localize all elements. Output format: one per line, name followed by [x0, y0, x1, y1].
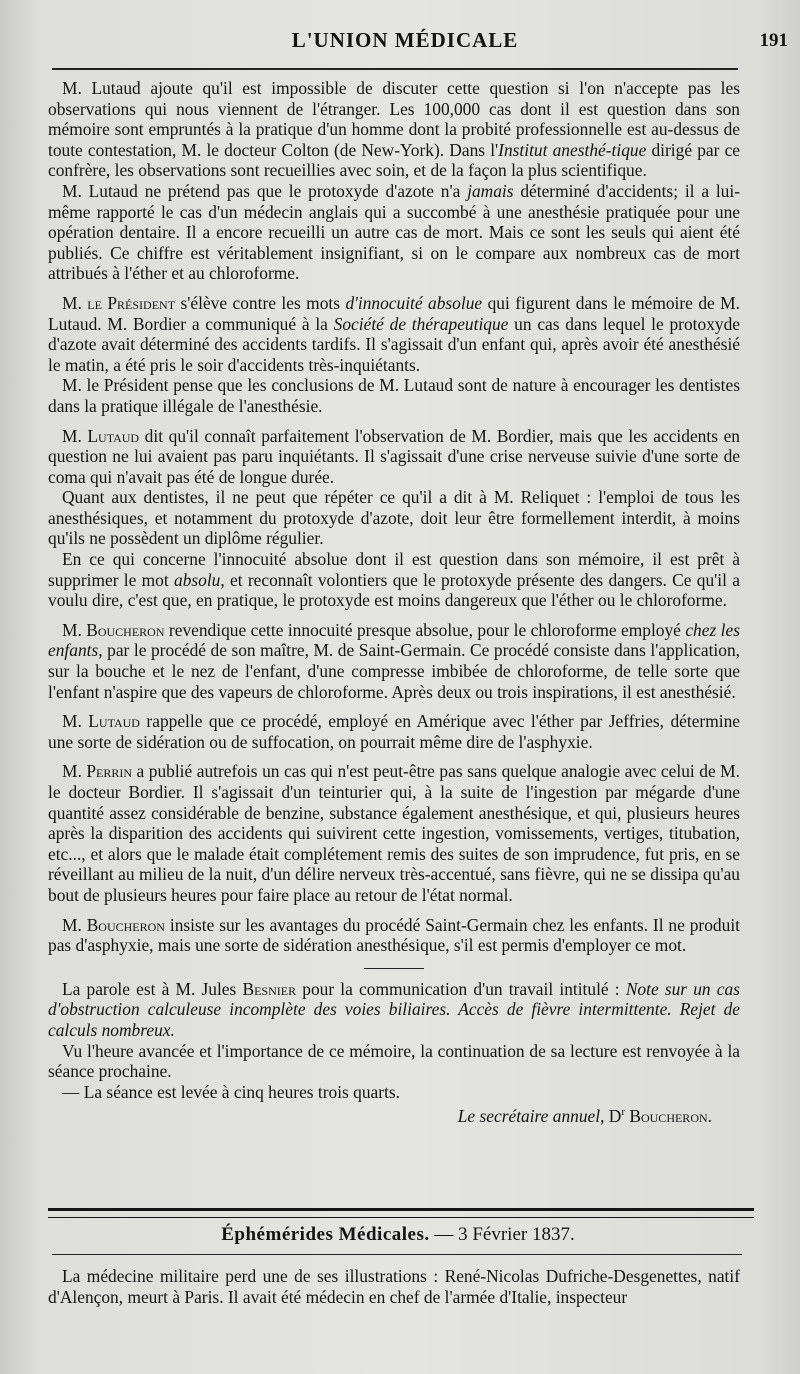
text-run: s'élève contre les mots — [175, 292, 346, 313]
text-run: revendique cette innocuité presque absolue, pour le chloroforme employé — [164, 619, 686, 640]
text-run: La parole est à M. Jules — [62, 978, 243, 999]
text-run: le Président — [87, 292, 176, 313]
text-run: d'innocuité absolue — [345, 292, 483, 313]
text-run: rappelle que ce procédé, employé en Amérique avec l'éther par Jeffries, détermine une sorte de sidération ou de suffocation, on pourrait même dire de l'asphyxie. — [48, 711, 740, 752]
running-head — [40, 28, 788, 56]
text-run: Quant aux dentistes, il ne peut que répéter ce qu'il a dit à M. Reliquet : l'emploi de tous les anesthésiques, et notamment du protoxyde d'azote, doit leur être formellement interdit, à moins qu'ils ne possèdent un diplôme régulier. — [48, 487, 740, 549]
text-run: Perrin — [86, 761, 132, 782]
text-run: jamais — [467, 180, 514, 201]
paragraph — [48, 979, 740, 1041]
paragraph — [48, 1082, 740, 1103]
text-run: dirigé par ce confrère, les observations sont recueillies avec soin, et de la façon la plus scientifique. — [48, 139, 741, 181]
paragraph — [48, 711, 740, 752]
text-run: a publié autrefois un cas qui n'est peut-être pas sans quelque analogie avec celui de M. le docteur Bordier. Il s'agissait d'un teinturier qui, à la suite de l'ingestion par mégarde d'une quantité assez considérable de benzine, substance également anesthésique, et qui, plusieurs heures après la disparition des accidents qui suivirent cette ingestion, vomissements, vertiges, titubation, etc..., et alors que le malade était complétement remis des suites de son imprudence, fut pris, en se réveillant au milieu de la nuit, d'un délire nerveux très-accentué, sans fièvre, qui ne se dissipa qu'au bout de plusieurs heures pour faire place au retour de l'état normal. — [48, 761, 740, 905]
section-separator — [48, 1208, 754, 1218]
text-run: M. — [62, 914, 87, 935]
text-run: , par le procédé de son maître, M. de Saint-Germain. Ce procédé consiste dans l'application, sur la bouche et le nez de l'enfant, d'une compresse imbibée de chloroforme, de telle sorte que l'enfant n'aspire que des vapeurs de chloroforme. Après deux ou trois inspirations, il est anesthésié. — [48, 640, 740, 702]
paragraph — [48, 915, 740, 956]
text-run: déterminé d'accidents; il a lui-même rapporté le cas d'un médecin anglais qui a succombé à une anesthésie pratiquée pour une opération dentaire. Il a encore recueilli un autre cas de mort. Mais ce sont les seuls qui aient été publiés. Ce chiffre est véritablement insignifiant, si on le compare aux nombreux cas de mort attribués à l'éther et au chloroforme. — [48, 180, 740, 284]
text-run: M. — [62, 711, 89, 732]
short-rule — [364, 968, 424, 969]
paragraph — [48, 78, 740, 181]
text-run: Note sur un cas d'obstruction calculeuse incomplète des voies biliaires. Accès de fièvre intermittente. Rejet de calculs nombreux. — [48, 978, 740, 1040]
journal-title: L'UNION MÉDICALE — [291, 28, 519, 52]
page-number: 191 — [759, 30, 788, 51]
paragraph — [48, 375, 740, 416]
text-run: Institut anesthé-tique — [498, 139, 647, 160]
text-run: En ce qui concerne l'innocuité absolue dont il est question dans son mémoire, il est prêt à supprimer le mot — [48, 549, 740, 590]
text-run: M. Lutaud ajoute qu'il est impossible de discuter cette question si l'on n'accepte pas les observations qui nous viennent de l'étranger. Les 100,000 cas dont il est question dans son mémoire sont empruntés à la pratique d'un homme dont la probité professionnelle est au-dessus de toute contestation, M. le docteur Colton (de New-York). Dans l' — [48, 78, 740, 160]
ephemerides-title: Éphémérides Médicales. — [221, 1224, 430, 1245]
paragraph — [48, 549, 740, 611]
paragraph — [48, 761, 740, 905]
ephemerides-paragraph: La médecine militaire perd une de ses illustrations : René-Nicolas Dufriche-Desgenettes, natif d'Alençon, meurt à Paris. Il avait été médecin en chef de l'armée d'Italie, inspecteur — [48, 1266, 740, 1307]
text-run: M. — [62, 292, 88, 313]
paragraph — [48, 426, 740, 488]
text-run: Lutaud — [88, 711, 140, 732]
text-run: dit qu'il connaît parfaitement l'observation de M. Bordier, mais que les accidents en question ne lui avaient pas paru inquiétants. Il s'agissait d'une crise nerveuse suivie d'une sorte de coma qui n'avait pas été de longue durée. — [48, 425, 740, 487]
text-run: chez les enfants — [48, 619, 740, 661]
text-run: , et reconnaît volontiers que le protoxyde présente des dangers. Ce qu'il a voulu dire, c'est que, en pratique, le protoxyde est moins dangereux que l'éther ou le chloroforme. — [48, 569, 740, 611]
text-run: — La séance est levée à cinq heures trois quarts. — [62, 1081, 401, 1102]
text-run: Le secrétaire annuel, — [457, 1106, 605, 1127]
text-run: absolu — [174, 569, 221, 590]
text-run: M. — [62, 619, 87, 640]
text-run: Vu l'heure avancée et l'importance de ce mémoire, la continuation de sa lecture est renvoyée à la séance prochaine. — [48, 1040, 740, 1082]
signature — [48, 1102, 740, 1126]
text-run: Besnier — [242, 978, 297, 999]
ephemerides-date: — 3 Février 1837. — [434, 1224, 575, 1245]
text-run: pour la communication d'un travail intitulé : — [296, 978, 626, 999]
ephemerides-rule — [52, 1254, 742, 1255]
header-rule — [52, 68, 738, 70]
text-run: un cas dans lequel le protoxyde d'azote avait déterminé des accidents tardifs. Il s'agissait d'un enfant qui, après avoir été anesthésié le matin, a été pris le soir d'accidents très-inquiétants. — [48, 313, 740, 375]
ephemerides-text-block — [48, 1266, 740, 1307]
text-run: Boucheron — [86, 619, 165, 640]
text-run: Boucheron — [86, 914, 165, 935]
text-run: r — [621, 1106, 626, 1119]
text-run: M. le Président pense que les conclusions de M. Lutaud sont de nature à encourager les dentistes dans la pratique illégale de l'anesthésie. — [48, 375, 740, 416]
paragraph — [48, 487, 740, 549]
paragraph — [48, 181, 740, 284]
text-run: Société de thérapeutique — [333, 313, 509, 334]
ephemerides-heading — [48, 1224, 748, 1246]
session-report — [48, 78, 740, 1127]
text-run: M. — [62, 425, 88, 446]
paragraph — [48, 1041, 740, 1082]
text-run: M. Lutaud ne prétend pas que le protoxyde d'azote n'a — [62, 180, 468, 201]
text-run: insiste sur les avantages du procédé Saint-Germain chez les enfants. Il ne produit pas d'asphyxie, mais une sorte de sidération anesthésique, s'il est permis d'employer ce mot. — [48, 914, 740, 956]
text-run: Lutaud — [87, 425, 140, 446]
text-run: Boucheron. — [625, 1106, 712, 1127]
text-run: D — [604, 1106, 622, 1127]
text-run: M. — [62, 761, 87, 782]
paragraph — [48, 620, 740, 702]
text-run: qui figurent dans le mémoire de M. Lutaud. M. Bordier a communiqué à la — [48, 292, 740, 334]
paragraph — [48, 293, 740, 375]
